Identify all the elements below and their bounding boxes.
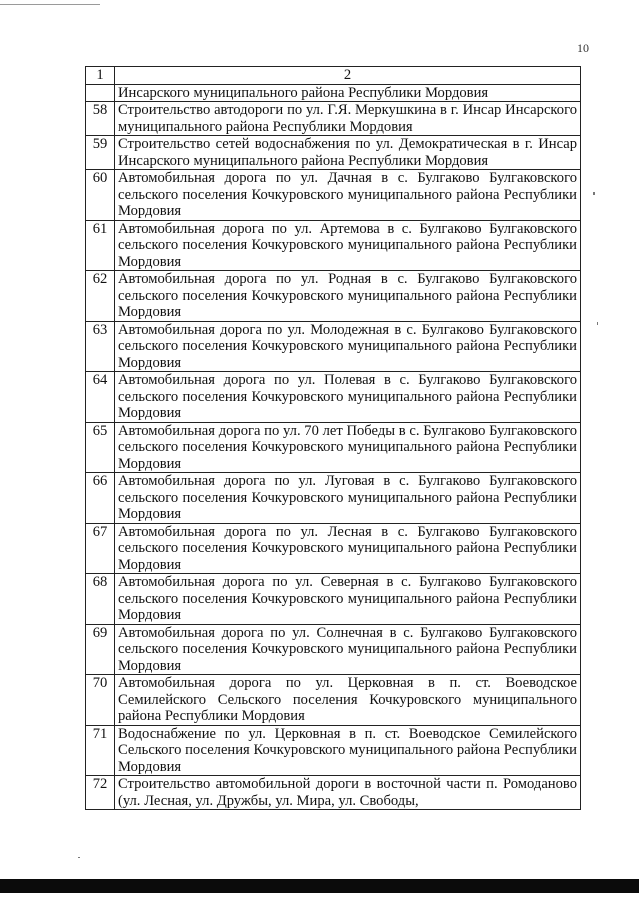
- row-number-cell: 71: [86, 725, 115, 776]
- row-text-cell: Водоснабжение по ул. Церковная в п. ст. Воеводское Семилейского Сельского поселения Кочкуровского муниципального района Республики Мордовия: [115, 725, 581, 776]
- row-text-cell: Автомобильная дорога по ул. Луговая в с. Булгаково Булгаковского сельского поселения Кочкуровского муниципального района Республики Мордовия: [115, 473, 581, 524]
- scan-speck: [78, 857, 80, 858]
- row-number-cell: 60: [86, 170, 115, 221]
- table-row: [86, 136, 581, 170]
- row-text-cell: Автомобильная дорога по ул. Молодежная в с. Булгаково Булгаковского сельского поселения Кочкуровского муниципального района Республики Мордовия: [115, 321, 581, 372]
- row-number-cell: 61: [86, 220, 115, 271]
- scan-speck: [597, 322, 598, 325]
- header-col-1: 1: [86, 67, 115, 85]
- row-number-cell: 69: [86, 624, 115, 675]
- row-text-cell: Строительство автомобильной дороги в восточной части п. Ромоданово (ул. Лесная, ул. Дружбы, ул. Мира, ул. Свободы,: [115, 776, 581, 810]
- row-number-cell: 72: [86, 776, 115, 810]
- table-row: [86, 725, 581, 776]
- table-row: [86, 776, 581, 810]
- table-row: [86, 102, 581, 136]
- row-number-cell: 59: [86, 136, 115, 170]
- header-col-2: 2: [115, 67, 581, 85]
- table-row: [86, 220, 581, 271]
- row-text-cell: Автомобильная дорога по ул. Церковная в п. ст. Воеводское Семилейского Сельского поселения Кочкуровского муниципального района Республики Мордовия: [115, 675, 581, 726]
- row-text-cell: Автомобильная дорога по ул. Северная в с. Булгаково Булгаковского сельского поселения Кочкуровского муниципального района Республики Мордовия: [115, 574, 581, 625]
- row-number-cell: 63: [86, 321, 115, 372]
- table-row: [86, 473, 581, 524]
- row-text-cell: Строительство сетей водоснабжения по ул. Демократическая в г. Инсар Инсарского муниципального района Республики Мордовия: [115, 136, 581, 170]
- row-number-cell: 64: [86, 372, 115, 423]
- table-row-continuation: [86, 84, 581, 102]
- row-number-cell: 67: [86, 523, 115, 574]
- projects-table: [85, 66, 581, 810]
- scan-bottom-band: [0, 879, 639, 893]
- table-row: [86, 574, 581, 625]
- row-number-cell: 68: [86, 574, 115, 625]
- table-row: [86, 624, 581, 675]
- table-row: [86, 321, 581, 372]
- row-text-cell: Автомобильная дорога по ул. Дачная в с. Булгаково Булгаковского сельского поселения Кочкуровского муниципального района Республики Мордовия: [115, 170, 581, 221]
- row-number-cell: 66: [86, 473, 115, 524]
- row-number-cell: 62: [86, 271, 115, 322]
- row-text-cell: Автомобильная дорога по ул. Солнечная в с. Булгаково Булгаковского сельского поселения Кочкуровского муниципального района Республики Мордовия: [115, 624, 581, 675]
- row-text-cell: Автомобильная дорога по ул. Полевая в с. Булгаково Булгаковского сельского поселения Кочкуровского муниципального района Республики Мордовия: [115, 372, 581, 423]
- row-text-cell: Автомобильная дорога по ул. 70 лет Победы в с. Булгаково Булгаковского сельского поселения Кочкуровского муниципального района Республики Мордовия: [115, 422, 581, 473]
- row-text-cell: Автомобильная дорога по ул. Артемова в с. Булгаково Булгаковского сельского поселения Кочкуровского муниципального района Республики Мордовия: [115, 220, 581, 271]
- row-text-cell: Инсарского муниципального района Республики Мордовия: [115, 84, 581, 102]
- table-row: [86, 523, 581, 574]
- table-row: [86, 675, 581, 726]
- row-number-cell: 65: [86, 422, 115, 473]
- page-number: 10: [577, 41, 589, 55]
- table-header-row: [86, 67, 581, 85]
- table-row: [86, 372, 581, 423]
- scan-speck: [593, 192, 595, 195]
- scan-mark-top: [0, 4, 100, 5]
- row-text-cell: Автомобильная дорога по ул. Лесная в с. Булгаково Булгаковского сельского поселения Кочкуровского муниципального района Республики Мордовия: [115, 523, 581, 574]
- table-row: [86, 271, 581, 322]
- row-text-cell: Строительство автодороги по ул. Г.Я. Меркушкина в г. Инсар Инсарского муниципального района Республики Мордовия: [115, 102, 581, 136]
- row-number-cell: 58: [86, 102, 115, 136]
- table-row: [86, 170, 581, 221]
- row-number-cell: [86, 84, 115, 102]
- row-text-cell: Автомобильная дорога по ул. Родная в с. Булгаково Булгаковского сельского поселения Кочкуровского муниципального района Республики Мордовия: [115, 271, 581, 322]
- table-row: [86, 422, 581, 473]
- row-number-cell: 70: [86, 675, 115, 726]
